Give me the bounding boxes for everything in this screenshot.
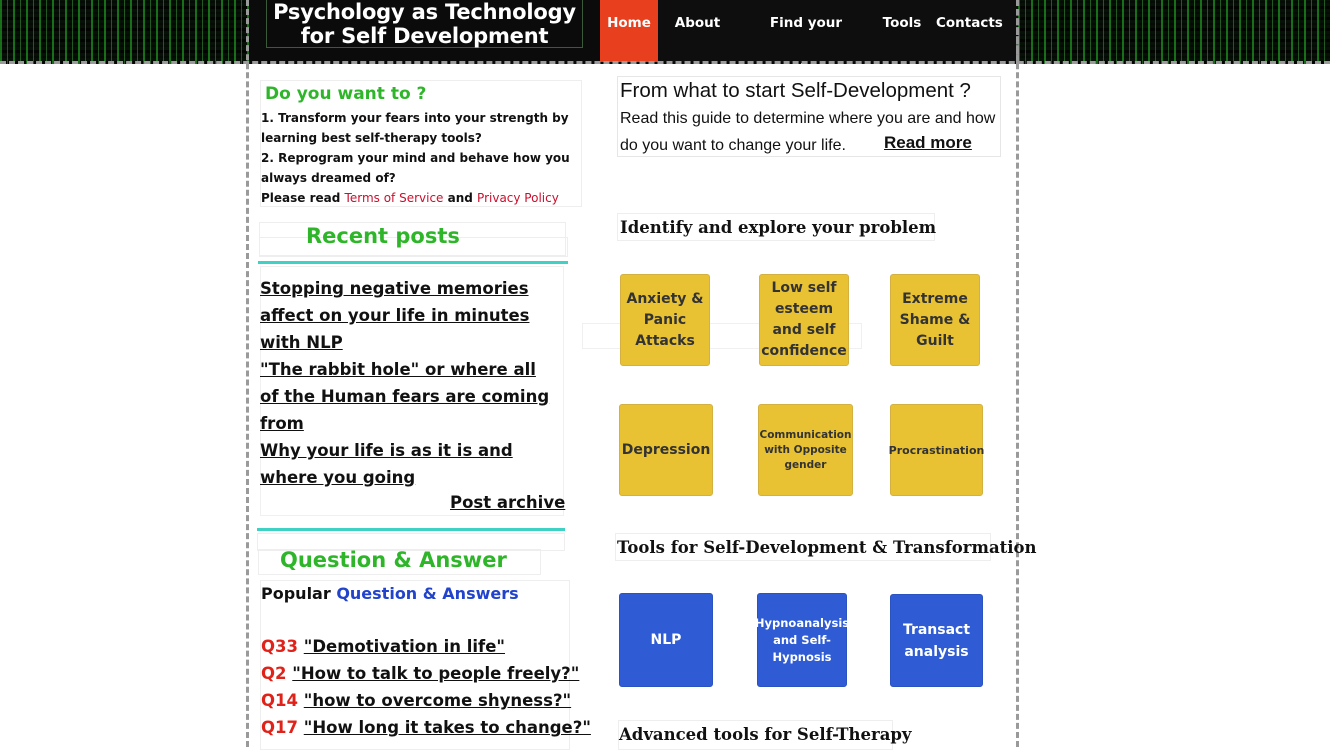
post-link-rabbit-hole[interactable]: "The rabbit hole" or where all of the Human fears are coming from [260,360,550,433]
header-divider [0,61,1330,64]
qa-divider [257,528,565,531]
popular-qa-line [261,584,519,603]
qa-link-shyness[interactable]: "how to overcome shyness?" [303,691,572,710]
qa-item [261,691,571,710]
qa-number: Q2 [261,664,287,683]
left-page-border [246,0,249,747]
qa-title: Question & Answer [280,548,507,572]
tile-transact-analysis[interactable] [890,594,983,687]
header-right-divider [1016,0,1019,64]
qa-link-demotivation[interactable]: "Demotivation in life" [303,637,505,656]
tile-anxiety-panic[interactable] [620,274,710,366]
recent-posts-divider [258,261,568,264]
nav-contacts[interactable]: Contacts [936,15,1003,31]
site-header [0,0,1330,77]
tile-label: Hypnoanalysis and Self-Hypnosis [754,615,850,664]
post-link-why-your-life[interactable]: Why your life is as it is and where you going [260,441,513,487]
tile-depression[interactable] [619,404,713,496]
want-title: Do you want to ? [265,84,427,104]
please-read-label: Please read [261,191,341,205]
qa-number: Q17 [261,718,298,737]
qa-item [261,664,579,683]
problems-section-title: Identify and explore your problem [620,218,937,237]
site-logo-line-2[interactable]: for Self Development [300,24,549,48]
matrix-banner-left [0,0,250,64]
and-label: and [447,191,473,205]
site-logo-line-1[interactable]: Psychology as Technology [273,0,576,24]
main-nav [600,0,1018,77]
qa-number: Q14 [261,691,298,710]
tools-section-title: Tools for Self-Development & Transformation [617,538,1037,557]
recent-posts-title: Recent posts [306,224,460,248]
popular-qa-link[interactable]: Question & Answers [336,584,519,603]
read-more-link[interactable]: Read more [884,133,972,152]
nav-tools[interactable]: Tools [882,15,922,31]
matrix-banner-right [1018,0,1330,64]
advanced-section-title: Advanced tools for Self-Therapy [619,725,912,744]
tile-label: Procrastination [888,443,985,457]
tile-label: NLP [650,632,682,648]
nav-find-your-problem[interactable]: Find your problem [769,15,843,77]
right-page-border [1016,0,1019,747]
popular-label: Popular [261,584,331,603]
tile-nlp[interactable] [619,593,713,687]
qa-link-how-long[interactable]: "How long it takes to change?" [303,718,591,737]
tile-label: Low self esteem and self confidence [761,280,847,359]
tile-hypnoanalysis[interactable] [754,593,850,687]
want-item-2: 2. Reprogram your mind and behave how you always dreamed of? [261,151,570,185]
privacy-policy-link[interactable]: Privacy Policy [477,191,559,205]
post-link-negative-memories[interactable]: Stopping negative memories affect on your life in minutes with NLP [260,279,530,352]
terms-of-service-link[interactable]: Terms of Service [344,191,444,205]
tile-procrastination[interactable] [890,404,983,496]
qa-item [261,637,505,656]
tile-label: Depression [621,442,711,458]
start-guide-text: Read this guide to determine where you are and how do you want to change your life. [620,110,996,154]
qa-link-talk-freely[interactable]: "How to talk to people freely?" [292,664,580,683]
tile-label: Anxiety & Panic Attacks [626,290,704,349]
post-archive-link[interactable]: Post archive [450,493,566,512]
start-guide-title: From what to start Self-Development ? [620,79,971,102]
tile-label: Extreme Shame & Guilt [899,290,971,349]
want-text [261,108,576,208]
want-item-1: 1. Transform your fears into your strength by learning best self-therapy tools? [261,111,569,145]
tile-shame-guilt[interactable] [890,274,980,366]
qa-number: Q33 [261,637,298,656]
qa-item [261,718,591,737]
tile-low-self-esteem[interactable] [759,274,849,366]
please-read-line [261,188,576,208]
tile-label: Communication with Opposite gender [759,428,852,471]
tile-label: Transact analysis [902,621,971,660]
nav-home[interactable]: Home [600,0,658,62]
tile-communication[interactable] [758,404,853,496]
nav-about-us[interactable]: About us [674,15,721,77]
